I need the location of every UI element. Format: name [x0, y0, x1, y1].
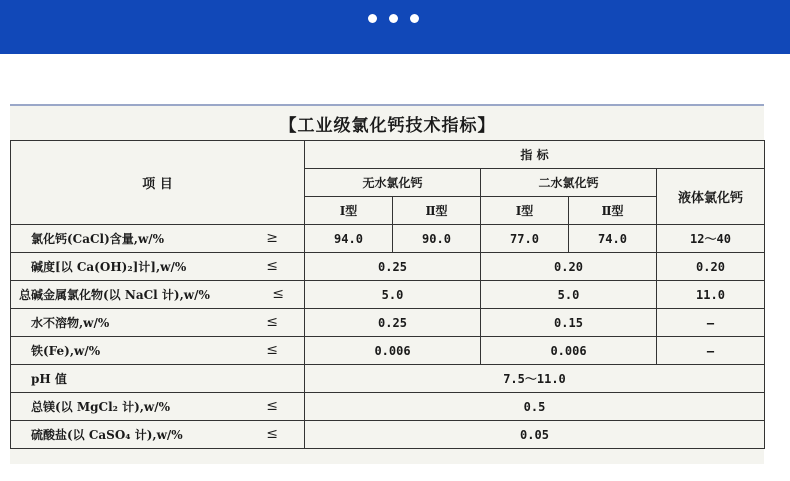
- value-cell: 0.20: [657, 253, 765, 281]
- comparison-symbol: ≤: [266, 258, 278, 274]
- value-cell: 0.05: [305, 421, 765, 449]
- comparison-symbol: ≤: [272, 286, 284, 302]
- value-cell: 74.0: [569, 225, 657, 253]
- group-liquid: 液体氯化钙: [657, 169, 765, 225]
- type-header: Ⅰ型: [481, 197, 569, 225]
- item-header: 项 目: [11, 141, 305, 225]
- row-label-text: pH 值: [31, 372, 67, 386]
- value-cell: 7.5～11.0: [305, 365, 765, 393]
- value-cell: 5.0: [305, 281, 481, 309]
- comparison-symbol: ≤: [266, 342, 278, 358]
- value-cell: 94.0: [305, 225, 393, 253]
- row-label-text: 碱度[以 Ca(OH)₂]计],w/%: [31, 260, 187, 274]
- value-cell: 0.25: [305, 253, 481, 281]
- value-cell: —: [657, 337, 765, 365]
- value-cell: 0.006: [305, 337, 481, 365]
- row-label: [11, 253, 305, 281]
- row-label: [11, 225, 305, 253]
- value-cell: 11.0: [657, 281, 765, 309]
- group-anhydrous: 无水氯化钙: [305, 169, 481, 197]
- table-row: [11, 253, 765, 281]
- value-cell: 77.0: [481, 225, 569, 253]
- row-label: [11, 393, 305, 421]
- value-cell: 0.15: [481, 309, 657, 337]
- row-label: [11, 365, 305, 393]
- spec-document: [10, 104, 764, 464]
- row-label: [11, 337, 305, 365]
- table-row: [11, 225, 765, 253]
- table-row: [11, 309, 765, 337]
- table-title: 【工业级氯化钙技术指标】: [11, 106, 765, 141]
- spec-table: [10, 106, 765, 449]
- dot-icon: [410, 14, 419, 23]
- top-banner: [0, 0, 790, 54]
- value-cell: 0.5: [305, 393, 765, 421]
- value-cell: 0.25: [305, 309, 481, 337]
- value-cell: 0.20: [481, 253, 657, 281]
- comparison-symbol: ≥: [266, 230, 278, 246]
- dot-icon: [389, 14, 398, 23]
- value-cell: —: [657, 309, 765, 337]
- row-label-text: 氯化钙(CaCl)含量,w/%: [31, 232, 165, 246]
- row-label: [11, 281, 305, 309]
- row-label-text: 水不溶物,w/%: [31, 316, 110, 330]
- row-label: [11, 421, 305, 449]
- row-label-text: 铁(Fe),w/%: [31, 344, 101, 358]
- comparison-symbol: ≤: [266, 426, 278, 442]
- comparison-symbol: ≤: [266, 314, 278, 330]
- value-cell: 5.0: [481, 281, 657, 309]
- value-cell: 12～40: [657, 225, 765, 253]
- table-row: [11, 421, 765, 449]
- dot-icon: [368, 14, 377, 23]
- table-row: [11, 365, 765, 393]
- table-row: [11, 337, 765, 365]
- comparison-symbol: ≤: [266, 398, 278, 414]
- row-label-text: 硫酸盐(以 CaSO₄ 计),w/%: [31, 428, 183, 442]
- row-label-text: 总碱金属氯化物(以 NaCl 计),w/%: [19, 288, 210, 302]
- table-row: [11, 281, 765, 309]
- value-cell: 90.0: [393, 225, 481, 253]
- type-header: Ⅰ型: [305, 197, 393, 225]
- banner-dots: [368, 14, 419, 23]
- value-cell: 0.006: [481, 337, 657, 365]
- table-row: [11, 393, 765, 421]
- type-header: Ⅱ型: [393, 197, 481, 225]
- row-label-text: 总镁(以 MgCl₂ 计),w/%: [31, 400, 171, 414]
- group-dihydrate: 二水氯化钙: [481, 169, 657, 197]
- row-label: [11, 309, 305, 337]
- type-header: Ⅱ型: [569, 197, 657, 225]
- indicator-header: 指 标: [305, 141, 765, 169]
